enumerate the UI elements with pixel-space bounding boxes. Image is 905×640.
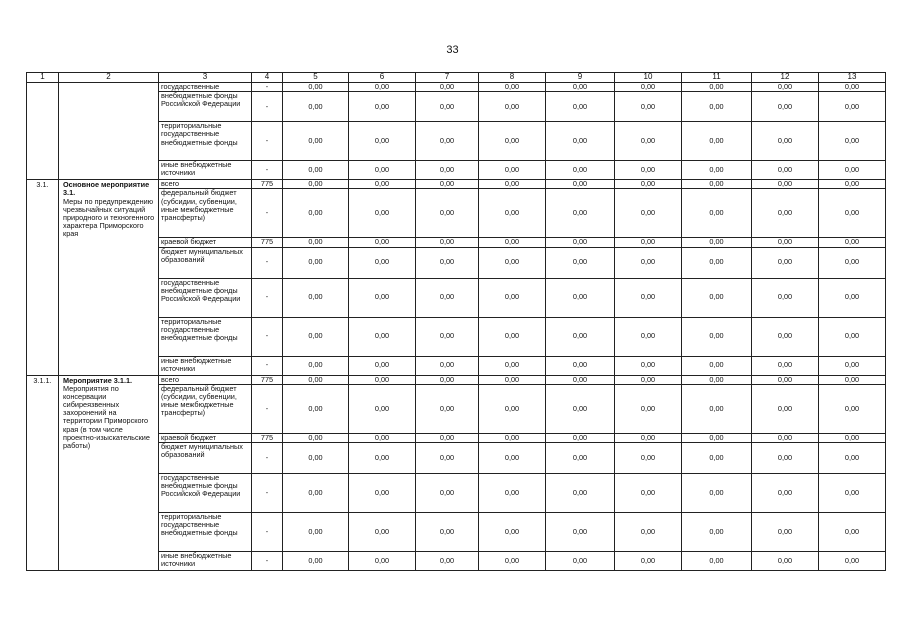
code-cell: 775 xyxy=(252,180,283,189)
value-cell: 0,00 xyxy=(752,356,819,375)
value-cell: 0,00 xyxy=(416,551,479,570)
value-cell: 0,00 xyxy=(349,161,416,180)
budget-table xyxy=(26,72,886,571)
value-cell: 0,00 xyxy=(416,122,479,161)
value-cell: 0,00 xyxy=(752,83,819,92)
table-body xyxy=(27,83,886,571)
code-cell: 775 xyxy=(252,375,283,384)
funding-source: краевой бюджет xyxy=(159,238,252,247)
value-cell: 0,00 xyxy=(416,442,479,473)
value-cell: 0,00 xyxy=(819,512,886,551)
value-cell: 0,00 xyxy=(615,238,682,247)
item-number xyxy=(27,83,59,180)
funding-source: территориальные государственные внебюджетные фонды xyxy=(159,317,252,356)
value-cell: 0,00 xyxy=(819,189,886,238)
column-header-8: 8 xyxy=(479,73,546,83)
value-cell: 0,00 xyxy=(752,551,819,570)
value-cell: 0,00 xyxy=(752,317,819,356)
value-cell: 0,00 xyxy=(752,384,819,433)
column-header-11: 11 xyxy=(682,73,752,83)
value-cell: 0,00 xyxy=(752,247,819,278)
value-cell: 0,00 xyxy=(682,473,752,512)
column-header-12: 12 xyxy=(752,73,819,83)
measure-title: Мероприятие 3.1.1. xyxy=(63,375,133,385)
value-cell: 0,00 xyxy=(752,512,819,551)
value-cell: 0,00 xyxy=(416,278,479,317)
value-cell: 0,00 xyxy=(283,161,349,180)
value-cell: 0,00 xyxy=(615,83,682,92)
column-header-7: 7 xyxy=(416,73,479,83)
value-cell: 0,00 xyxy=(479,247,546,278)
value-cell: 0,00 xyxy=(615,180,682,189)
value-cell: 0,00 xyxy=(546,317,615,356)
value-cell: 0,00 xyxy=(819,83,886,92)
value-cell: 0,00 xyxy=(283,317,349,356)
funding-source: иные внебюджетные источники xyxy=(159,551,252,570)
value-cell: 0,00 xyxy=(819,122,886,161)
value-cell: 0,00 xyxy=(283,180,349,189)
value-cell: 0,00 xyxy=(819,442,886,473)
value-cell: 0,00 xyxy=(615,442,682,473)
value-cell: 0,00 xyxy=(682,83,752,92)
funding-source: краевой бюджет xyxy=(159,433,252,442)
value-cell: 0,00 xyxy=(546,161,615,180)
value-cell: 0,00 xyxy=(283,433,349,442)
value-cell: 0,00 xyxy=(615,92,682,122)
value-cell: 0,00 xyxy=(819,180,886,189)
value-cell: 0,00 xyxy=(682,384,752,433)
funding-source: государственные внебюджетные фонды Российской Федерации xyxy=(159,278,252,317)
value-cell: 0,00 xyxy=(546,442,615,473)
value-cell: 0,00 xyxy=(349,189,416,238)
value-cell: 0,00 xyxy=(615,189,682,238)
value-cell: 0,00 xyxy=(479,512,546,551)
funding-source: иные внебюджетные источники xyxy=(159,161,252,180)
value-cell: 0,00 xyxy=(615,247,682,278)
value-cell: 0,00 xyxy=(819,161,886,180)
value-cell: 0,00 xyxy=(479,161,546,180)
measure-description: Меры по предупреждению чрезвычайных ситуаций природного и техногенного характера Приморского края xyxy=(63,196,155,239)
value-cell: 0,00 xyxy=(546,92,615,122)
value-cell: 0,00 xyxy=(752,433,819,442)
column-header-10: 10 xyxy=(615,73,682,83)
code-cell: - xyxy=(252,442,283,473)
value-cell: 0,00 xyxy=(546,278,615,317)
value-cell: 0,00 xyxy=(682,92,752,122)
value-cell: 0,00 xyxy=(819,473,886,512)
value-cell: 0,00 xyxy=(283,122,349,161)
value-cell: 0,00 xyxy=(283,473,349,512)
value-cell: 0,00 xyxy=(682,442,752,473)
value-cell: 0,00 xyxy=(349,83,416,92)
value-cell: 0,00 xyxy=(752,189,819,238)
value-cell: 0,00 xyxy=(479,189,546,238)
value-cell: 0,00 xyxy=(546,473,615,512)
value-cell: 0,00 xyxy=(752,180,819,189)
value-cell: 0,00 xyxy=(819,317,886,356)
value-cell: 0,00 xyxy=(283,442,349,473)
funding-source: государственные xyxy=(159,83,252,92)
value-cell: 0,00 xyxy=(416,375,479,384)
value-cell: 0,00 xyxy=(416,238,479,247)
value-cell: 0,00 xyxy=(752,238,819,247)
column-header-13: 13 xyxy=(819,73,886,83)
value-cell: 0,00 xyxy=(819,356,886,375)
value-cell: 0,00 xyxy=(349,238,416,247)
value-cell: 0,00 xyxy=(615,317,682,356)
value-cell: 0,00 xyxy=(479,473,546,512)
value-cell: 0,00 xyxy=(546,83,615,92)
value-cell: 0,00 xyxy=(682,122,752,161)
value-cell: 0,00 xyxy=(479,278,546,317)
item-number: 3.1. xyxy=(27,180,59,375)
value-cell: 0,00 xyxy=(349,375,416,384)
code-cell: - xyxy=(252,122,283,161)
value-cell: 0,00 xyxy=(479,433,546,442)
value-cell: 0,00 xyxy=(416,433,479,442)
item-number: 3.1.1. xyxy=(27,375,59,570)
value-cell: 0,00 xyxy=(283,512,349,551)
value-cell: 0,00 xyxy=(819,375,886,384)
code-cell: - xyxy=(252,356,283,375)
value-cell: 0,00 xyxy=(283,247,349,278)
value-cell: 0,00 xyxy=(682,238,752,247)
value-cell: 0,00 xyxy=(479,442,546,473)
value-cell: 0,00 xyxy=(349,317,416,356)
code-cell: - xyxy=(252,473,283,512)
funding-source: всего xyxy=(159,375,252,384)
value-cell: 0,00 xyxy=(349,512,416,551)
value-cell: 0,00 xyxy=(349,551,416,570)
value-cell: 0,00 xyxy=(546,247,615,278)
funding-source: бюджет муниципальных образований xyxy=(159,442,252,473)
code-cell: - xyxy=(252,247,283,278)
value-cell: 0,00 xyxy=(416,512,479,551)
value-cell: 0,00 xyxy=(682,247,752,278)
value-cell: 0,00 xyxy=(615,278,682,317)
value-cell: 0,00 xyxy=(752,473,819,512)
value-cell: 0,00 xyxy=(752,375,819,384)
value-cell: 0,00 xyxy=(349,278,416,317)
funding-source: федеральный бюджет (субсидии, субвенции, иные межбюджетные трансферты) xyxy=(159,384,252,433)
value-cell: 0,00 xyxy=(752,278,819,317)
measure-description: Мероприятия по консервации сибиреязвенных захоронений на территории Приморского края (в том числе проектно-изыскательские работы) xyxy=(63,383,150,450)
value-cell: 0,00 xyxy=(615,551,682,570)
value-cell: 0,00 xyxy=(752,442,819,473)
value-cell: 0,00 xyxy=(283,238,349,247)
code-cell: - xyxy=(252,83,283,92)
value-cell: 0,00 xyxy=(479,92,546,122)
value-cell: 0,00 xyxy=(615,512,682,551)
value-cell: 0,00 xyxy=(349,473,416,512)
value-cell: 0,00 xyxy=(349,180,416,189)
value-cell: 0,00 xyxy=(682,317,752,356)
value-cell: 0,00 xyxy=(546,238,615,247)
value-cell: 0,00 xyxy=(349,356,416,375)
value-cell: 0,00 xyxy=(615,433,682,442)
funding-source: иные внебюджетные источники xyxy=(159,356,252,375)
value-cell: 0,00 xyxy=(479,83,546,92)
measure-title: Основное мероприятие 3.1. xyxy=(63,180,150,198)
value-cell: 0,00 xyxy=(479,238,546,247)
funding-source: бюджет муниципальных образований xyxy=(159,247,252,278)
value-cell: 0,00 xyxy=(682,375,752,384)
value-cell: 0,00 xyxy=(479,180,546,189)
column-header-4: 4 xyxy=(252,73,283,83)
value-cell: 0,00 xyxy=(546,551,615,570)
funding-source: территориальные государственные внебюджетные фонды xyxy=(159,512,252,551)
code-cell: - xyxy=(252,278,283,317)
table-row xyxy=(27,83,886,92)
value-cell: 0,00 xyxy=(283,356,349,375)
value-cell: 0,00 xyxy=(615,375,682,384)
value-cell: 0,00 xyxy=(752,161,819,180)
value-cell: 0,00 xyxy=(546,375,615,384)
value-cell: 0,00 xyxy=(479,375,546,384)
value-cell: 0,00 xyxy=(349,92,416,122)
value-cell: 0,00 xyxy=(819,92,886,122)
value-cell: 0,00 xyxy=(416,473,479,512)
value-cell: 0,00 xyxy=(546,356,615,375)
value-cell: 0,00 xyxy=(682,278,752,317)
code-cell: - xyxy=(252,161,283,180)
page-number: 33 xyxy=(446,44,459,56)
value-cell: 0,00 xyxy=(349,433,416,442)
value-cell: 0,00 xyxy=(283,92,349,122)
value-cell: 0,00 xyxy=(283,375,349,384)
header-row xyxy=(27,73,886,83)
column-header-2: 2 xyxy=(59,73,159,83)
value-cell: 0,00 xyxy=(283,384,349,433)
value-cell: 0,00 xyxy=(283,189,349,238)
value-cell: 0,00 xyxy=(819,433,886,442)
value-cell: 0,00 xyxy=(416,180,479,189)
measure-name xyxy=(59,180,159,375)
value-cell: 0,00 xyxy=(479,356,546,375)
value-cell: 0,00 xyxy=(752,92,819,122)
code-cell: - xyxy=(252,317,283,356)
value-cell: 0,00 xyxy=(682,512,752,551)
value-cell: 0,00 xyxy=(682,356,752,375)
column-header-3: 3 xyxy=(159,73,252,83)
value-cell: 0,00 xyxy=(752,122,819,161)
value-cell: 0,00 xyxy=(546,433,615,442)
value-cell: 0,00 xyxy=(416,247,479,278)
value-cell: 0,00 xyxy=(479,384,546,433)
value-cell: 0,00 xyxy=(819,384,886,433)
funding-source: федеральный бюджет (субсидии, субвенции, иные межбюджетные трансферты) xyxy=(159,189,252,238)
value-cell: 0,00 xyxy=(479,551,546,570)
value-cell: 0,00 xyxy=(283,278,349,317)
value-cell: 0,00 xyxy=(416,83,479,92)
value-cell: 0,00 xyxy=(416,317,479,356)
value-cell: 0,00 xyxy=(283,551,349,570)
value-cell: 0,00 xyxy=(546,180,615,189)
funding-source: внебюджетные фонды Российской Федерации xyxy=(159,92,252,122)
value-cell: 0,00 xyxy=(615,122,682,161)
funding-source: государственные внебюджетные фонды Российской Федерации xyxy=(159,473,252,512)
column-header-6: 6 xyxy=(349,73,416,83)
funding-source: территориальные государственные внебюджетные фонды xyxy=(159,122,252,161)
code-cell: - xyxy=(252,512,283,551)
value-cell: 0,00 xyxy=(416,161,479,180)
value-cell: 0,00 xyxy=(819,278,886,317)
value-cell: 0,00 xyxy=(615,384,682,433)
value-cell: 0,00 xyxy=(615,356,682,375)
column-header-5: 5 xyxy=(283,73,349,83)
measure-name xyxy=(59,375,159,570)
code-cell: - xyxy=(252,551,283,570)
value-cell: 0,00 xyxy=(349,247,416,278)
value-cell: 0,00 xyxy=(615,161,682,180)
measure-name xyxy=(59,83,159,180)
value-cell: 0,00 xyxy=(682,189,752,238)
value-cell: 0,00 xyxy=(682,180,752,189)
value-cell: 0,00 xyxy=(479,317,546,356)
value-cell: 0,00 xyxy=(546,384,615,433)
value-cell: 0,00 xyxy=(546,512,615,551)
value-cell: 0,00 xyxy=(416,189,479,238)
value-cell: 0,00 xyxy=(682,551,752,570)
value-cell: 0,00 xyxy=(349,384,416,433)
value-cell: 0,00 xyxy=(416,92,479,122)
funding-source: всего xyxy=(159,180,252,189)
table-row xyxy=(27,180,886,189)
code-cell: 775 xyxy=(252,238,283,247)
value-cell: 0,00 xyxy=(682,161,752,180)
value-cell: 0,00 xyxy=(682,433,752,442)
value-cell: 0,00 xyxy=(416,356,479,375)
value-cell: 0,00 xyxy=(283,83,349,92)
table-row xyxy=(27,375,886,384)
value-cell: 0,00 xyxy=(349,122,416,161)
code-cell: - xyxy=(252,384,283,433)
code-cell: 775 xyxy=(252,433,283,442)
column-header-9: 9 xyxy=(546,73,615,83)
code-cell: - xyxy=(252,189,283,238)
value-cell: 0,00 xyxy=(479,122,546,161)
value-cell: 0,00 xyxy=(416,384,479,433)
column-header-1: 1 xyxy=(27,73,59,83)
value-cell: 0,00 xyxy=(546,122,615,161)
value-cell: 0,00 xyxy=(349,442,416,473)
value-cell: 0,00 xyxy=(819,247,886,278)
value-cell: 0,00 xyxy=(546,189,615,238)
value-cell: 0,00 xyxy=(615,473,682,512)
code-cell: - xyxy=(252,92,283,122)
value-cell: 0,00 xyxy=(819,551,886,570)
value-cell: 0,00 xyxy=(819,238,886,247)
